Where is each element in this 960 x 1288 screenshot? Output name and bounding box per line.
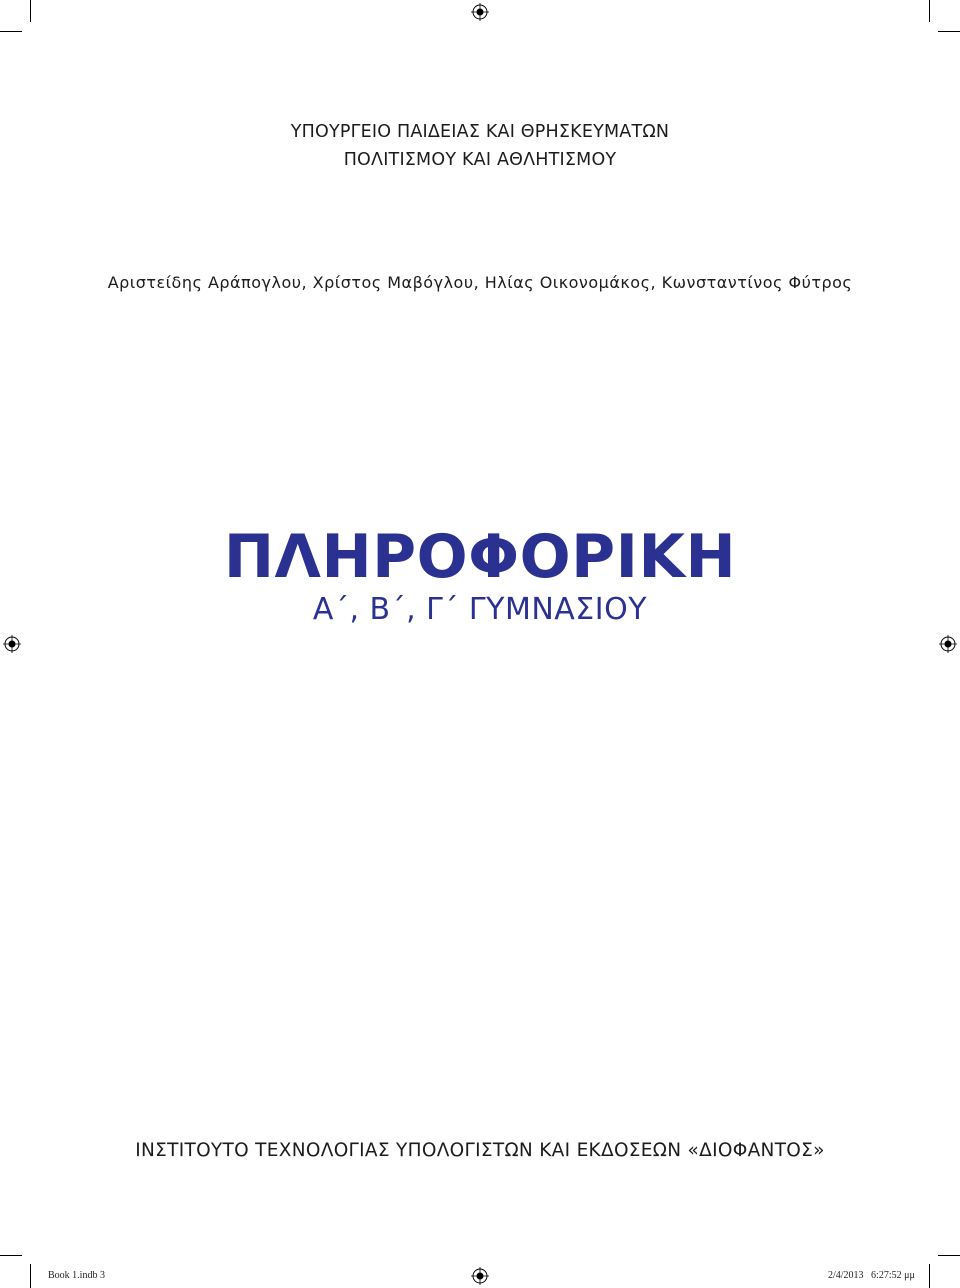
book-subtitle: Α΄, Β΄, Γ΄ ΓΥΜΝΑΣΙΟΥ (312, 592, 648, 627)
book-title: ΠΛΗΡΟΦΟΡΙΚΗ (223, 522, 737, 592)
ministry-line-1: ΥΠΟΥΡΓΕΙΟ ΠΑΙΔΕΙΑΣ ΚΑΙ ΘΡΗΣΚΕΥΜΑΤΩΝ (290, 122, 670, 142)
crop-mark-icon (30, 1264, 31, 1288)
publisher-line: ΙΝΣΤΙΤΟΥΤΟ ΤΕΧΝΟΛΟΓΙΑΣ ΥΠΟΛΟΓΙΣΤΩΝ ΚΑΙ ΕΚΔΟΣΕΩΝ «ΔΙΟΦΑΝΤΟΣ» (135, 1140, 825, 1161)
authors-line: Αριστείδης Αράπογλου, Χρίστος Μαβόγλου, Ηλίας Οικονομάκος, Κωνσταντίνος Φύτρος (107, 273, 853, 292)
slug-timestamp: 2/4/2013 6:27:52 μμ (828, 1270, 915, 1281)
registration-mark-icon (939, 635, 957, 653)
ministry-header (0, 118, 960, 174)
crop-mark-icon (929, 1264, 930, 1288)
slug-file: Book 1.indb 3 (48, 1270, 105, 1281)
crop-mark-icon (938, 1255, 960, 1256)
registration-mark-icon (471, 3, 489, 21)
crop-mark-icon (30, 0, 31, 22)
crop-mark-icon (938, 31, 960, 32)
crop-mark-icon (929, 0, 930, 22)
registration-mark-icon (3, 635, 21, 653)
crop-mark-icon (0, 1255, 22, 1256)
registration-mark-icon (471, 1267, 489, 1285)
crop-mark-icon (0, 31, 22, 32)
ministry-line-2: ΠΟΛΙΤΙΣΜΟΥ ΚΑΙ ΑΘΛΗΤΙΣΜΟΥ (343, 150, 617, 170)
